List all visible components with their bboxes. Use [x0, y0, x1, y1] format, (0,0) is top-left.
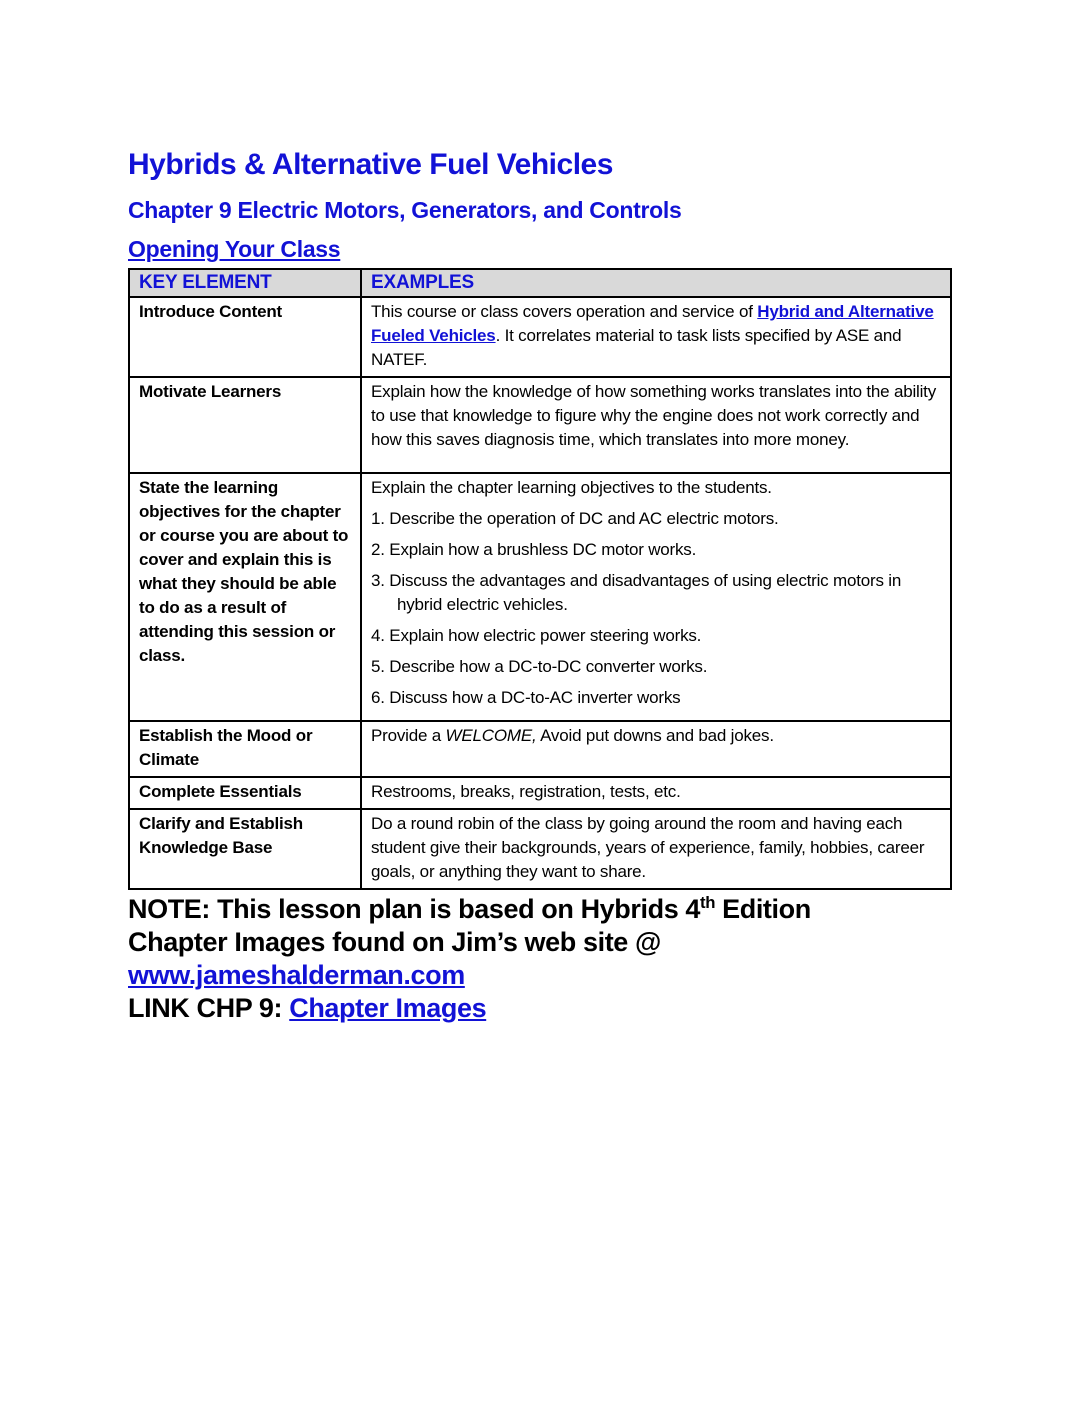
- objectives-intro: Explain the chapter learning objectives to the students.: [371, 477, 772, 497]
- column-header-key-element: KEY ELEMENT: [129, 269, 361, 297]
- note-line2: Chapter Images found on Jim’s web site @: [128, 926, 661, 957]
- key-element-cell: Complete Essentials: [129, 777, 361, 809]
- note-line1: NOTE: This lesson plan is based on Hybrids 4: [128, 893, 701, 924]
- example-cell: [361, 473, 951, 721]
- column-header-examples: EXAMPLES: [361, 269, 951, 297]
- key-element-cell: Motivate Learners: [129, 377, 361, 473]
- note-superscript: th: [700, 892, 716, 912]
- example-cell: Do a round robin of the class by going around the room and having each student give their backgrounds, years of experience, family, hobbies, career goals, or anything they want to share.: [361, 809, 951, 889]
- objective-item: 4. Explain how electric power steering works.: [371, 625, 702, 645]
- website-link[interactable]: www.jameshalderman.com: [128, 959, 465, 990]
- example-text: Provide a: [371, 725, 446, 745]
- table-row: [129, 721, 951, 777]
- lesson-plan-table: [128, 268, 952, 890]
- table-row: [129, 809, 951, 889]
- example-cell: Explain how the knowledge of how something works translates into the ability to use that knowledge to figure why the engine does not work correctly and how this saves diagnosis time, which translates into more money.: [361, 377, 951, 473]
- key-element-cell: Clarify and Establish Knowledge Base: [129, 809, 361, 889]
- example-text: . It correlates material to task lists specified by ASE and NATEF.: [371, 325, 902, 369]
- example-text-italic: WELCOME,: [445, 725, 537, 745]
- example-cell: [361, 721, 951, 777]
- objective-item: 3. Discuss the advantages and disadvantages of using electric motors in hybrid electric vehicles.: [371, 570, 902, 614]
- document-title: Hybrids & Alternative Fuel Vehicles: [128, 148, 613, 181]
- example-cell: Restrooms, breaks, registration, tests, etc.: [361, 777, 951, 809]
- example-cell: [361, 297, 951, 377]
- objective-item: 2. Explain how a brushless DC motor works.: [371, 539, 697, 559]
- objective-item: 5. Describe how a DC-to-DC converter works.: [371, 656, 708, 676]
- note-text: [128, 893, 908, 1025]
- link-chp-label: LINK CHP 9:: [128, 992, 290, 1023]
- example-text: Avoid put downs and bad jokes.: [536, 725, 774, 745]
- chapter-heading: Chapter 9 Electric Motors, Generators, and Controls: [128, 197, 682, 223]
- key-element-cell: Introduce Content: [129, 297, 361, 377]
- key-element-cell: State the learning objectives for the chapter or course you are about to cover and explain this is what they should be able to do as a result of attending this session or class.: [129, 473, 361, 721]
- table-row: [129, 297, 951, 377]
- table-row: [129, 377, 951, 473]
- objective-item: 1. Describe the operation of DC and AC electric motors.: [371, 508, 779, 528]
- section-heading: Opening Your Class: [128, 236, 341, 263]
- page-content: [128, 148, 958, 1025]
- key-element-cell: Establish the Mood or Climate: [129, 721, 361, 777]
- table-header-row: [129, 269, 951, 297]
- hybrid-vehicles-link[interactable]: Hybrid and Alternative Fueled Vehicles: [371, 301, 934, 345]
- table-row: [129, 777, 951, 809]
- example-text: This course or class covers operation and service of: [371, 301, 758, 321]
- chapter-images-link[interactable]: Chapter Images: [289, 992, 487, 1023]
- objective-item: 6. Discuss how a DC-to-AC inverter works: [371, 687, 681, 707]
- table-row: [129, 473, 951, 721]
- note-line1-end: Edition: [715, 893, 811, 924]
